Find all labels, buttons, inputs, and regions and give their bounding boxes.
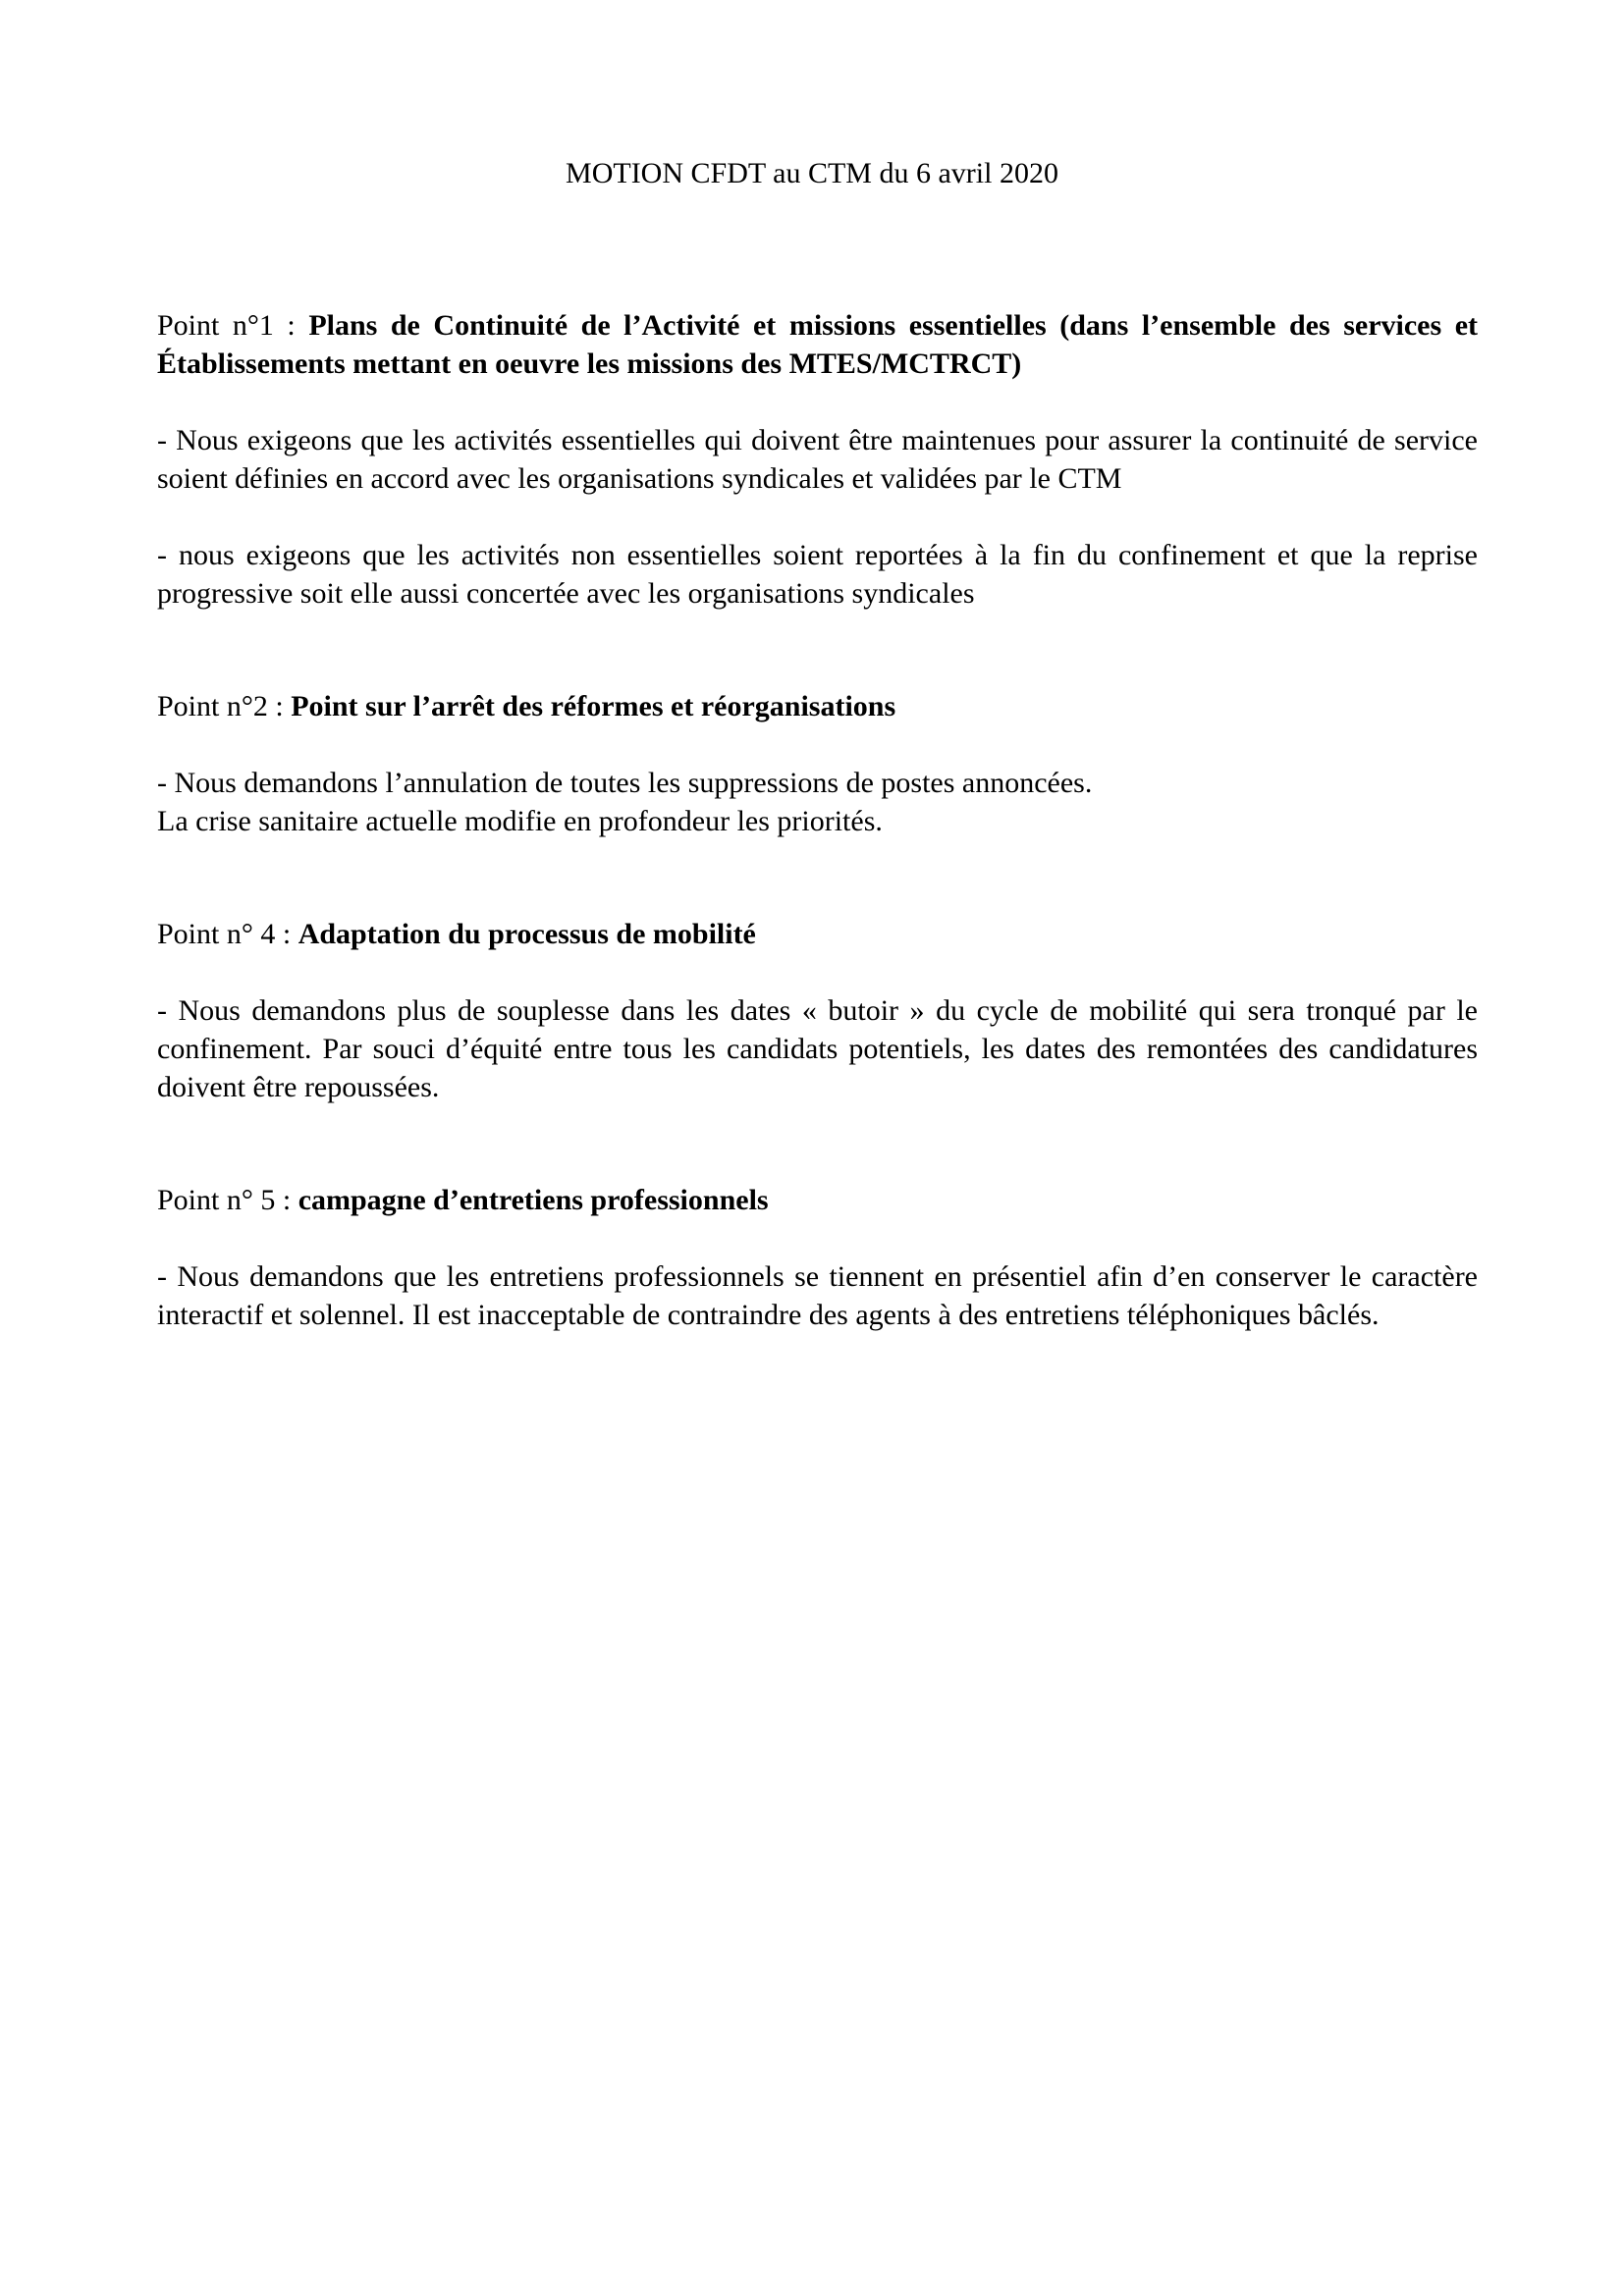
section-paragraph: - Nous demandons plus de souplesse dans les dates « butoir » du cycle de mobilité qui sera tronqué par le confinement. Par souci d’équité entre tous les candidats potentiels, les dates des remontées des candidatures doivent être repoussées. xyxy=(157,994,1478,1103)
document-title: MOTION CFDT au CTM du 6 avril 2020 xyxy=(566,157,1058,189)
section-label: Point n° 5 : xyxy=(157,1184,298,1216)
document-body xyxy=(157,306,1478,1334)
section-point-5 xyxy=(157,1181,1478,1334)
section-paragraph: - nous exigeons que les activités non essentielles soient reportées à la fin du confinement et que la reprise progressive soit elle aussi concertée avec les organisations syndicales xyxy=(157,539,1478,610)
section-point-2 xyxy=(157,687,1478,840)
section-point-4 xyxy=(157,915,1478,1106)
section-title: Plans de Continuité de l’Activité et missions essentielles (dans l’ensemble des services et Établissements mettant en oeuvre les missions des MTES/MCTRCT) xyxy=(157,309,1479,380)
section-heading xyxy=(157,915,1478,953)
section-label: Point n°1 : xyxy=(157,309,309,342)
section-title: Adaptation du processus de mobilité xyxy=(298,918,756,950)
section-title: Point sur l’arrêt des réformes et réorganisations xyxy=(291,690,896,722)
section-label: Point n° 4 : xyxy=(157,918,298,950)
section-paragraph: - Nous demandons que les entretiens professionnels se tiennent en présentiel afin d’en conserver le caractère interactif et solennel. Il est inacceptable de contraindre des agents à des entretiens téléphoniques bâclés. xyxy=(157,1260,1478,1331)
section-title: campagne d’entretiens professionnels xyxy=(298,1184,769,1216)
section-point-1 xyxy=(157,306,1478,613)
section-paragraph: - Nous exigeons que les activités essentielles qui doivent être maintenues pour assurer la continuité de service soient définies en accord avec les organisations syndicales et validées par le CTM xyxy=(157,424,1478,495)
section-paragraph: La crise sanitaire actuelle modifie en profondeur les priorités. xyxy=(157,805,883,837)
section-heading xyxy=(157,687,1478,725)
section-label: Point n°2 : xyxy=(157,690,292,722)
section-heading xyxy=(157,1181,1478,1219)
section-paragraph: - Nous demandons l’annulation de toutes les suppressions de postes annoncées. xyxy=(157,767,1093,799)
section-heading xyxy=(157,306,1478,383)
